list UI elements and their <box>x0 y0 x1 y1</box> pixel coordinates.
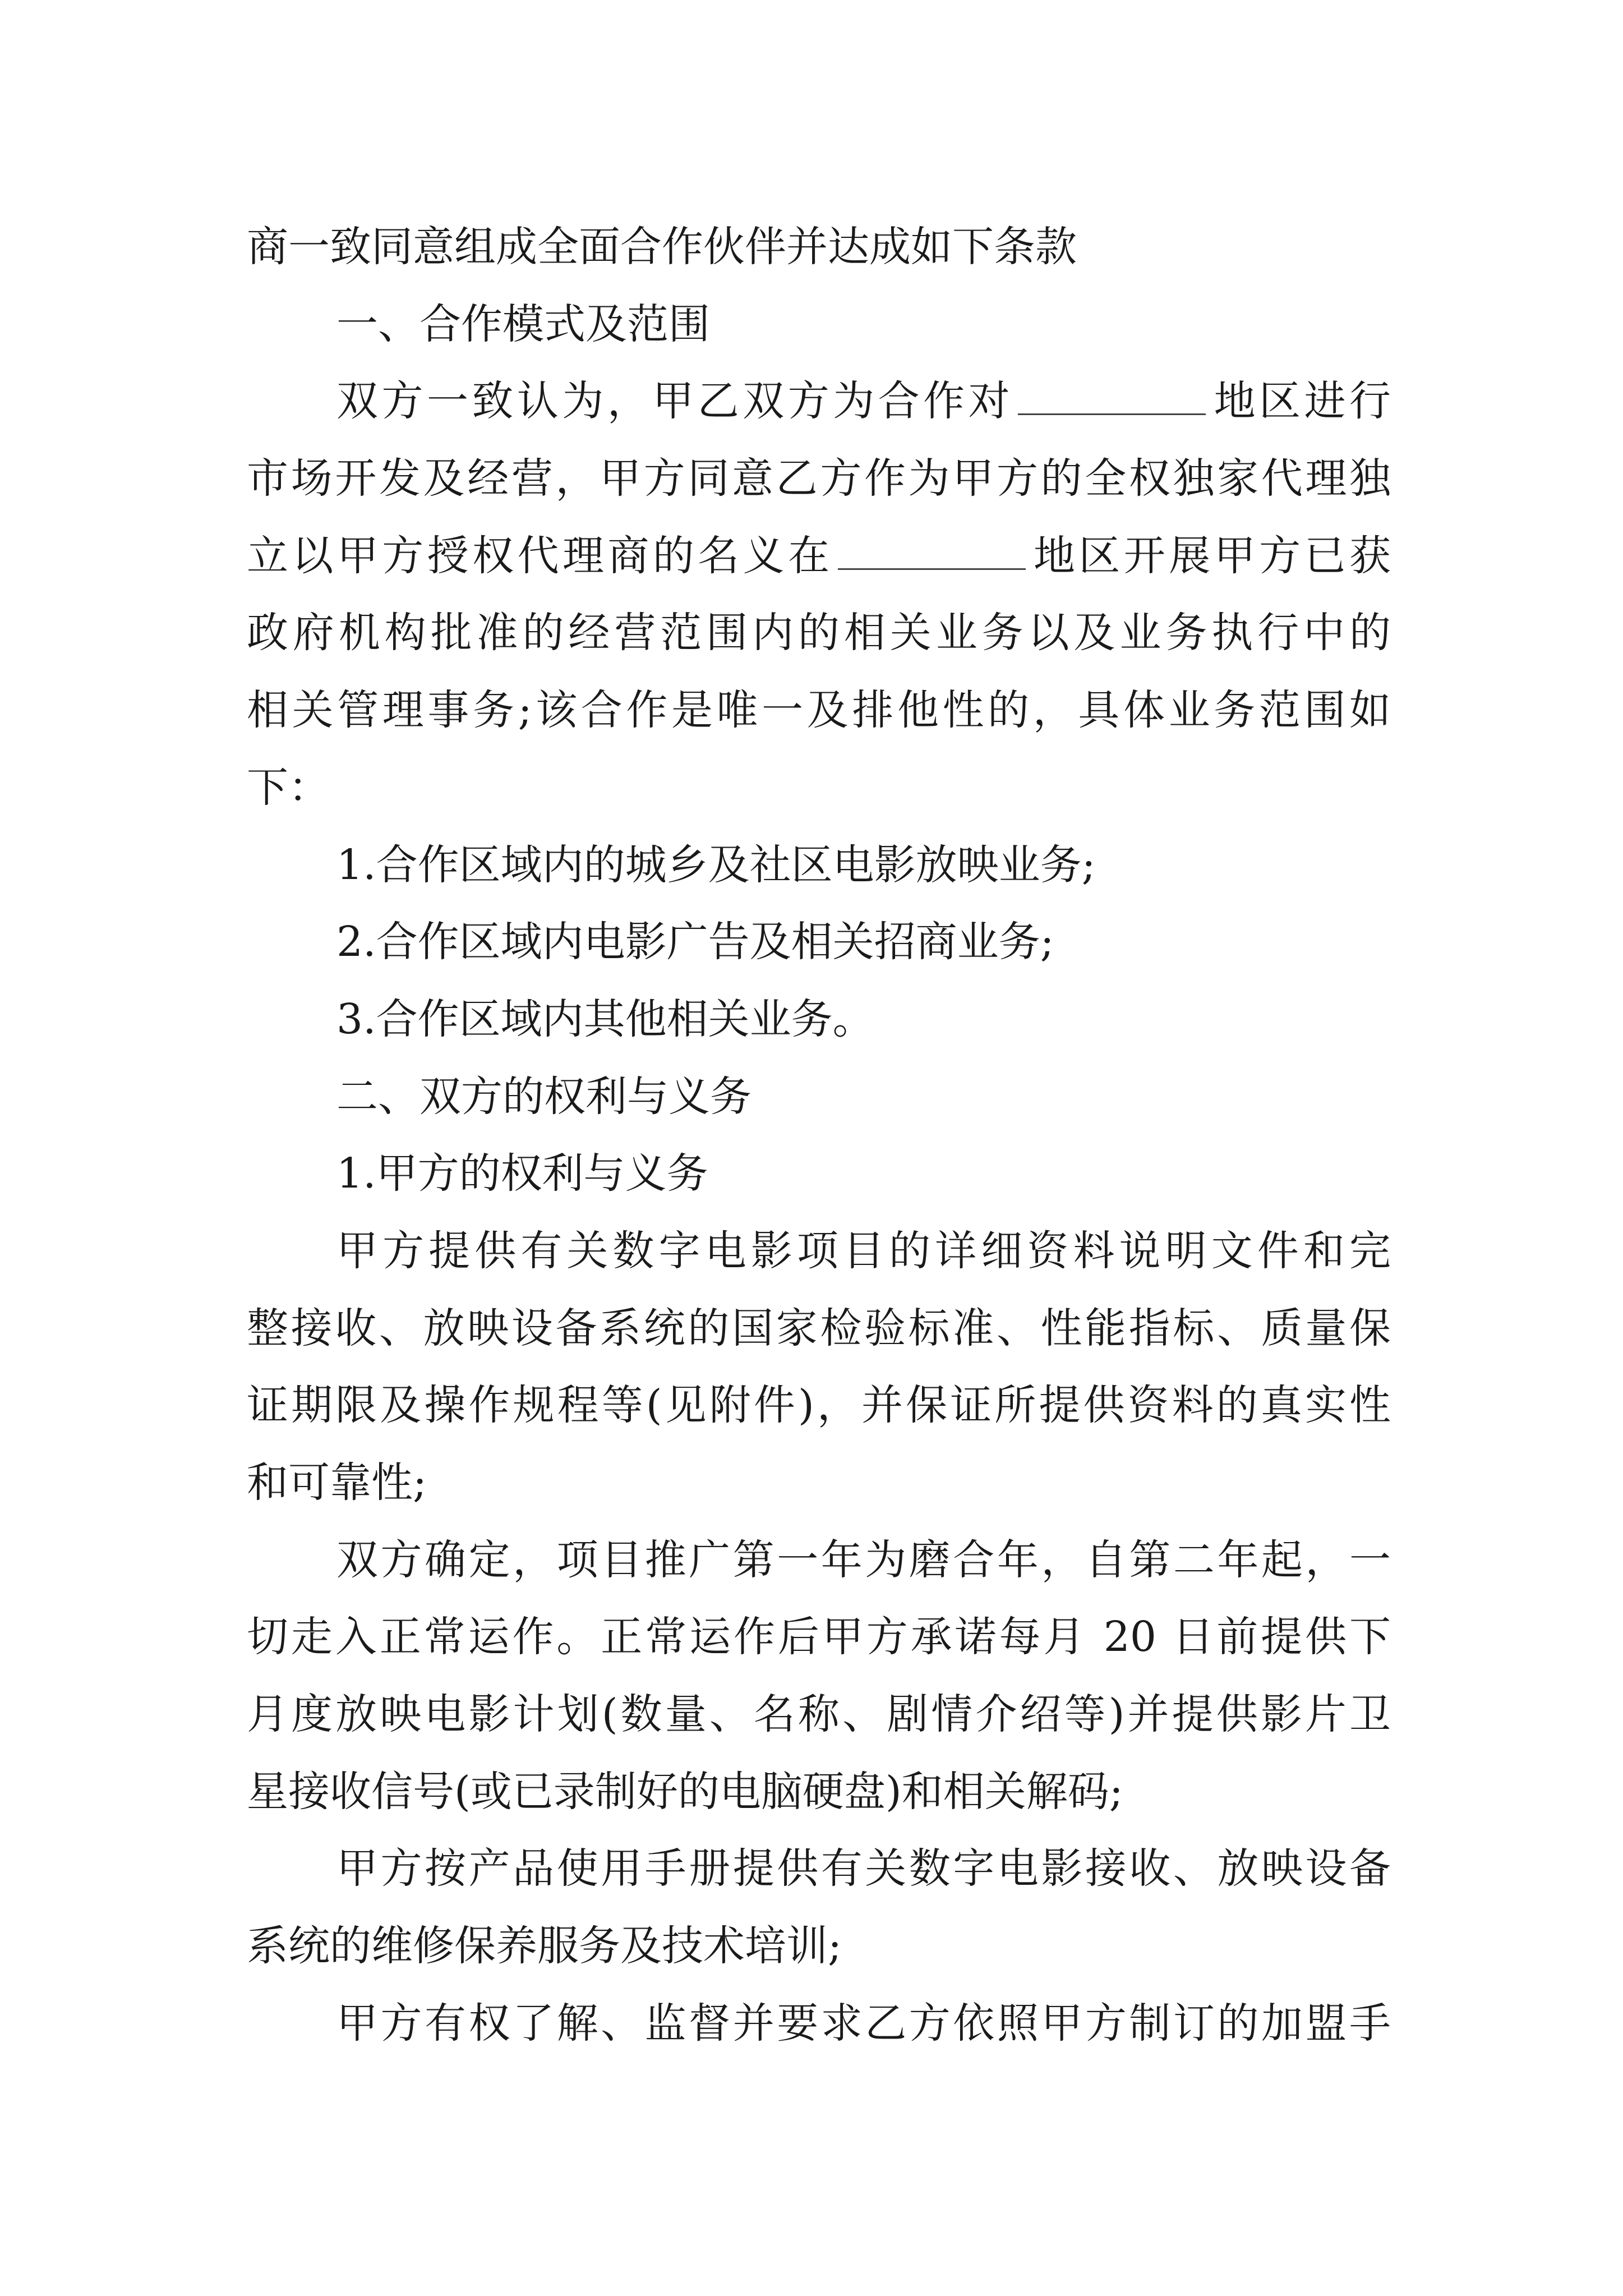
text-line: 下： <box>247 763 330 812</box>
text-line: 月度放映电影计划(数量、名称、剧情介绍等)并提供影片卫 <box>247 1690 1391 1739</box>
text-line: 系统的维修保养服务及技术培训; <box>247 1922 842 1971</box>
text-line: 双方确定，项目推广第一年为磨合年，自第二年起，一 <box>336 1535 1391 1584</box>
text-line: 星接收信号(或已录制好的电脑硬盘)和相关解码; <box>247 1767 1123 1816</box>
subsection-heading: 1.甲方的权利与义务 <box>336 1149 708 1198</box>
text-line: 市场开发及经营，甲方同意乙方作为甲方的全权独家代理独 <box>247 454 1391 503</box>
section-heading: 二、双方的权利与义务 <box>336 1072 751 1121</box>
text-line: 甲方按产品使用手册提供有关数字电影接收、放映设备 <box>336 1844 1391 1893</box>
text-line: 相关管理事务;该合作是唯一及排他性的，具体业务范围如 <box>247 686 1391 735</box>
text-line: 整接收、放映设备系统的国家检验标准、性能指标、质量保 <box>247 1304 1391 1352</box>
text-line: 证期限及操作规程等(见附件)，并保证所提供资料的真实性 <box>247 1381 1391 1430</box>
list-item: 3.合作区域内其他相关业务。 <box>336 995 874 1043</box>
text-segment: 地区开展甲方已获 <box>1030 531 1391 580</box>
text-segment: 立以甲方授权代理商的名义在 <box>247 531 833 580</box>
list-item: 1.合作区域内的城乡及社区电影放映业务; <box>336 840 1096 889</box>
text-line: 政府机构批准的经营范围内的相关业务以及业务执行中的 <box>247 609 1391 657</box>
text-line: 甲方提供有关数字电影项目的详细资料说明文件和完 <box>336 1226 1391 1275</box>
section-heading: 一、合作模式及范围 <box>336 300 710 348</box>
text-line: 和可靠性; <box>247 1458 427 1507</box>
text-line: 甲方有权了解、监督并要求乙方依照甲方制订的加盟手 <box>336 1999 1391 2047</box>
list-item: 2.合作区域内电影广告及相关招商业务; <box>336 918 1054 967</box>
text-line: 商一致同意组成全面合作伙伴并达成如下条款 <box>247 223 1077 271</box>
text-segment: 双方一致认为，甲乙双方为合作对 <box>336 377 1014 426</box>
text-segment: 地区进行 <box>1210 377 1391 426</box>
text-line <box>247 518 1391 595</box>
fill-in-blank <box>1018 370 1206 415</box>
contract-body <box>247 209 1391 2063</box>
text-line <box>247 363 1391 440</box>
fill-in-blank <box>838 524 1026 570</box>
text-line: 切走入正常运作。正常运作后甲方承诺每月 20 日前提供下 <box>247 1613 1391 1662</box>
